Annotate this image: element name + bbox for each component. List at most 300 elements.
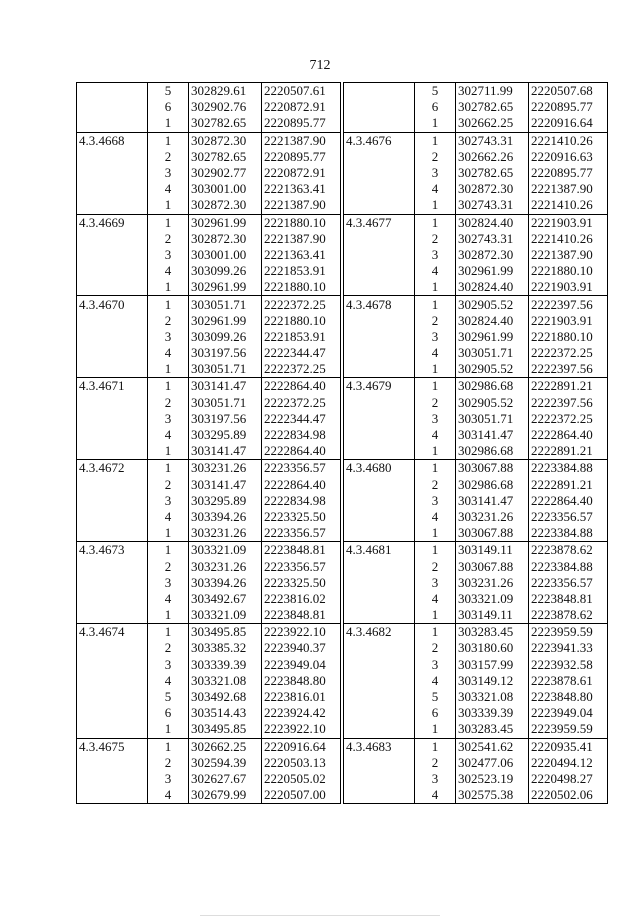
y-coordinate-cell: 2223356.57 <box>529 575 608 591</box>
table-row <box>344 427 608 443</box>
point-number-cell: 1 <box>148 460 189 477</box>
x-coordinate-cell: 302575.38 <box>456 787 529 804</box>
y-coordinate-cell: 2221853.91 <box>262 329 341 345</box>
point-number-cell: 1 <box>415 361 456 378</box>
table-row <box>77 395 341 411</box>
parcel-id-cell <box>77 279 148 296</box>
table-row <box>77 296 341 313</box>
y-coordinate-cell: 2223932.58 <box>529 657 608 673</box>
table-row <box>344 607 608 624</box>
y-coordinate-cell: 2223940.37 <box>262 640 341 656</box>
parcel-id-cell <box>77 329 148 345</box>
parcel-id-cell <box>344 705 415 721</box>
parcel-id-cell: 4.3.4668 <box>77 132 148 149</box>
parcel-id-cell <box>344 313 415 329</box>
x-coordinate-cell: 302961.99 <box>189 214 262 231</box>
point-number-cell: 3 <box>415 575 456 591</box>
table-row <box>344 591 608 607</box>
table-row <box>77 427 341 443</box>
parcel-id-cell <box>77 509 148 525</box>
point-number-cell: 4 <box>415 181 456 197</box>
point-number-cell: 1 <box>415 378 456 395</box>
parcel-id-cell <box>344 509 415 525</box>
y-coordinate-cell: 2220503.13 <box>262 755 341 771</box>
y-coordinate-cell: 2223959.59 <box>529 721 608 738</box>
x-coordinate-cell: 302782.65 <box>456 99 529 115</box>
parcel-id-cell <box>77 575 148 591</box>
x-coordinate-cell: 302961.99 <box>189 313 262 329</box>
point-number-cell: 1 <box>148 279 189 296</box>
parcel-id-cell: 4.3.4677 <box>344 214 415 231</box>
point-number-cell: 1 <box>415 460 456 477</box>
x-coordinate-cell: 303180.60 <box>456 640 529 656</box>
point-number-cell: 1 <box>415 525 456 542</box>
point-number-cell: 3 <box>415 247 456 263</box>
parcel-id-cell: 4.3.4680 <box>344 460 415 477</box>
x-coordinate-cell: 303231.26 <box>456 509 529 525</box>
table-row <box>344 247 608 263</box>
y-coordinate-cell: 2223356.57 <box>262 558 341 574</box>
x-coordinate-cell: 303141.47 <box>456 427 529 443</box>
y-coordinate-cell: 2220895.77 <box>529 165 608 181</box>
table-row <box>344 345 608 361</box>
x-coordinate-cell: 302902.77 <box>189 165 262 181</box>
y-coordinate-cell: 2223878.61 <box>529 673 608 689</box>
point-number-cell: 4 <box>415 673 456 689</box>
y-coordinate-cell: 2223959.59 <box>529 624 608 641</box>
x-coordinate-cell: 303514.43 <box>189 705 262 721</box>
parcel-id-cell <box>344 99 415 115</box>
x-coordinate-cell: 303495.85 <box>189 721 262 738</box>
parcel-id-cell <box>77 591 148 607</box>
point-number-cell: 2 <box>148 477 189 493</box>
point-number-cell: 4 <box>148 263 189 279</box>
parcel-id-cell <box>344 345 415 361</box>
x-coordinate-cell: 303492.68 <box>189 689 262 705</box>
y-coordinate-cell: 2223848.81 <box>262 607 341 624</box>
parcel-id-cell <box>77 689 148 705</box>
x-coordinate-cell: 302872.30 <box>189 132 262 149</box>
point-number-cell: 1 <box>415 279 456 296</box>
parcel-id-cell <box>344 395 415 411</box>
table-row <box>77 705 341 721</box>
x-coordinate-cell: 302986.68 <box>456 378 529 395</box>
table-row <box>344 787 608 804</box>
y-coordinate-cell: 2223941.33 <box>529 640 608 656</box>
parcel-id-cell <box>77 345 148 361</box>
x-coordinate-cell: 303051.71 <box>456 345 529 361</box>
point-number-cell: 3 <box>415 657 456 673</box>
x-coordinate-cell: 303051.71 <box>189 395 262 411</box>
parcel-id-cell <box>77 83 148 100</box>
table-row <box>344 771 608 787</box>
table-row <box>77 197 341 214</box>
y-coordinate-cell: 2222372.25 <box>529 411 608 427</box>
point-number-cell: 1 <box>148 607 189 624</box>
y-coordinate-cell: 2220505.02 <box>262 771 341 787</box>
table-row <box>77 607 341 624</box>
table-row <box>77 721 341 738</box>
y-coordinate-cell: 2223384.88 <box>529 558 608 574</box>
point-number-cell: 1 <box>415 214 456 231</box>
x-coordinate-cell: 303001.00 <box>189 181 262 197</box>
parcel-id-cell <box>344 640 415 656</box>
point-number-cell: 1 <box>148 361 189 378</box>
parcel-id-cell <box>344 329 415 345</box>
table-row <box>77 165 341 181</box>
y-coordinate-cell: 2223848.80 <box>262 673 341 689</box>
parcel-id-cell: 4.3.4682 <box>344 624 415 641</box>
parcel-id-cell <box>77 247 148 263</box>
y-coordinate-cell: 2220507.61 <box>262 83 341 100</box>
table-row <box>344 673 608 689</box>
x-coordinate-cell: 302477.06 <box>456 755 529 771</box>
point-number-cell: 2 <box>148 640 189 656</box>
y-coordinate-cell: 2221387.90 <box>262 197 341 214</box>
y-coordinate-cell: 2221363.41 <box>262 247 341 263</box>
table-row <box>77 181 341 197</box>
parcel-id-cell <box>344 165 415 181</box>
table-row <box>77 657 341 673</box>
y-coordinate-cell: 2221410.26 <box>529 132 608 149</box>
table-row <box>344 411 608 427</box>
point-number-cell: 4 <box>148 427 189 443</box>
parcel-id-cell <box>344 575 415 591</box>
table-row <box>344 132 608 149</box>
y-coordinate-cell: 2220872.91 <box>262 99 341 115</box>
table-row <box>344 197 608 214</box>
table-row <box>77 525 341 542</box>
table-row <box>77 575 341 591</box>
x-coordinate-cell: 302711.99 <box>456 83 529 100</box>
table-row <box>344 689 608 705</box>
x-coordinate-cell: 303394.26 <box>189 509 262 525</box>
point-number-cell: 2 <box>148 558 189 574</box>
parcel-id-cell: 4.3.4672 <box>77 460 148 477</box>
table-row <box>344 493 608 509</box>
point-number-cell: 1 <box>415 132 456 149</box>
point-number-cell: 2 <box>148 755 189 771</box>
y-coordinate-cell: 2221880.10 <box>262 313 341 329</box>
parcel-id-cell: 4.3.4669 <box>77 214 148 231</box>
parcel-id-cell <box>77 558 148 574</box>
point-number-cell: 6 <box>415 705 456 721</box>
table-row <box>344 115 608 132</box>
y-coordinate-cell: 2223384.88 <box>529 460 608 477</box>
y-coordinate-cell: 2223356.57 <box>262 460 341 477</box>
parcel-id-cell <box>344 411 415 427</box>
point-number-cell: 1 <box>415 721 456 738</box>
table-row <box>77 83 341 100</box>
table-row <box>344 181 608 197</box>
point-number-cell: 1 <box>148 443 189 460</box>
y-coordinate-cell: 2223325.50 <box>262 509 341 525</box>
parcel-id-cell <box>77 607 148 624</box>
point-number-cell: 4 <box>148 181 189 197</box>
point-number-cell: 4 <box>148 787 189 804</box>
y-coordinate-cell: 2223325.50 <box>262 575 341 591</box>
x-coordinate-cell: 302872.30 <box>189 197 262 214</box>
point-number-cell: 3 <box>148 165 189 181</box>
x-coordinate-cell: 302905.52 <box>456 296 529 313</box>
parcel-id-cell <box>77 411 148 427</box>
parcel-id-cell <box>77 443 148 460</box>
y-coordinate-cell: 2221853.91 <box>262 263 341 279</box>
y-coordinate-cell: 2221880.10 <box>262 214 341 231</box>
point-number-cell: 1 <box>148 721 189 738</box>
point-number-cell: 1 <box>148 132 189 149</box>
y-coordinate-cell: 2220502.06 <box>529 787 608 804</box>
x-coordinate-cell: 303099.26 <box>189 263 262 279</box>
y-coordinate-cell: 2222344.47 <box>262 411 341 427</box>
y-coordinate-cell: 2220935.41 <box>529 738 608 755</box>
x-coordinate-cell: 303141.47 <box>189 477 262 493</box>
x-coordinate-cell: 303492.67 <box>189 591 262 607</box>
point-number-cell: 4 <box>415 427 456 443</box>
point-number-cell: 2 <box>415 640 456 656</box>
point-number-cell: 4 <box>415 263 456 279</box>
y-coordinate-cell: 2223949.04 <box>262 657 341 673</box>
point-number-cell: 2 <box>415 558 456 574</box>
table-row <box>344 542 608 559</box>
parcel-id-cell <box>77 263 148 279</box>
x-coordinate-cell: 303295.89 <box>189 493 262 509</box>
parcel-id-cell: 4.3.4671 <box>77 378 148 395</box>
x-coordinate-cell: 302662.26 <box>456 149 529 165</box>
x-coordinate-cell: 302782.65 <box>189 115 262 132</box>
y-coordinate-cell: 2223922.10 <box>262 624 341 641</box>
point-number-cell: 3 <box>415 411 456 427</box>
point-number-cell: 3 <box>148 247 189 263</box>
x-coordinate-cell: 302986.68 <box>456 443 529 460</box>
table-row <box>344 721 608 738</box>
parcel-id-cell <box>77 115 148 132</box>
x-coordinate-cell: 303001.00 <box>189 247 262 263</box>
x-coordinate-cell: 302829.61 <box>189 83 262 100</box>
table-row <box>344 296 608 313</box>
x-coordinate-cell: 302824.40 <box>456 279 529 296</box>
table-row <box>77 247 341 263</box>
y-coordinate-cell: 2223848.81 <box>529 591 608 607</box>
x-coordinate-cell: 303394.26 <box>189 575 262 591</box>
point-number-cell: 2 <box>415 231 456 247</box>
x-coordinate-cell: 302961.99 <box>456 263 529 279</box>
x-coordinate-cell: 303231.26 <box>189 460 262 477</box>
point-number-cell: 4 <box>148 345 189 361</box>
y-coordinate-cell: 2223848.80 <box>529 689 608 705</box>
x-coordinate-cell: 303067.88 <box>456 525 529 542</box>
y-coordinate-cell: 2221363.41 <box>262 181 341 197</box>
point-number-cell: 3 <box>148 411 189 427</box>
table-row <box>344 575 608 591</box>
table-row <box>344 525 608 542</box>
x-coordinate-cell: 303149.11 <box>456 607 529 624</box>
x-coordinate-cell: 303067.88 <box>456 558 529 574</box>
y-coordinate-cell: 2223922.10 <box>262 721 341 738</box>
table-row <box>77 263 341 279</box>
x-coordinate-cell: 302743.31 <box>456 132 529 149</box>
coordinate-table-left <box>76 82 341 804</box>
point-number-cell: 2 <box>415 477 456 493</box>
parcel-id-cell <box>344 197 415 214</box>
x-coordinate-cell: 303051.71 <box>456 411 529 427</box>
table-row <box>77 132 341 149</box>
parcel-id-cell <box>344 657 415 673</box>
table-row <box>344 231 608 247</box>
parcel-id-cell <box>344 149 415 165</box>
parcel-id-cell <box>344 279 415 296</box>
y-coordinate-cell: 2220895.77 <box>262 149 341 165</box>
x-coordinate-cell: 303149.11 <box>456 542 529 559</box>
x-coordinate-cell: 303321.09 <box>189 607 262 624</box>
y-coordinate-cell: 2223878.62 <box>529 607 608 624</box>
table-row <box>77 509 341 525</box>
point-number-cell: 1 <box>148 296 189 313</box>
x-coordinate-cell: 302627.67 <box>189 771 262 787</box>
table-row <box>344 755 608 771</box>
table-row <box>344 279 608 296</box>
point-number-cell: 1 <box>148 378 189 395</box>
point-number-cell: 1 <box>415 542 456 559</box>
x-coordinate-cell: 302782.65 <box>189 149 262 165</box>
table-row <box>344 624 608 641</box>
point-number-cell: 3 <box>148 329 189 345</box>
y-coordinate-cell: 2222372.25 <box>262 395 341 411</box>
point-number-cell: 1 <box>415 296 456 313</box>
parcel-id-cell <box>77 395 148 411</box>
parcel-id-cell: 4.3.4673 <box>77 542 148 559</box>
x-coordinate-cell: 302662.25 <box>456 115 529 132</box>
point-number-cell: 5 <box>415 83 456 100</box>
parcel-id-cell: 4.3.4679 <box>344 378 415 395</box>
table-row <box>77 361 341 378</box>
y-coordinate-cell: 2222864.40 <box>262 477 341 493</box>
point-number-cell: 2 <box>148 395 189 411</box>
point-number-cell: 5 <box>148 83 189 100</box>
y-coordinate-cell: 2223356.57 <box>529 509 608 525</box>
y-coordinate-cell: 2223848.81 <box>262 542 341 559</box>
y-coordinate-cell: 2220872.91 <box>262 165 341 181</box>
table-row <box>77 493 341 509</box>
table-row <box>77 115 341 132</box>
y-coordinate-cell: 2222372.25 <box>262 361 341 378</box>
y-coordinate-cell: 2223816.02 <box>262 591 341 607</box>
table-row <box>77 214 341 231</box>
x-coordinate-cell: 303385.32 <box>189 640 262 656</box>
table-row <box>77 345 341 361</box>
y-coordinate-cell: 2222864.40 <box>529 427 608 443</box>
parcel-id-cell <box>344 247 415 263</box>
x-coordinate-cell: 302905.52 <box>456 395 529 411</box>
y-coordinate-cell: 2222864.40 <box>529 493 608 509</box>
parcel-id-cell: 4.3.4675 <box>77 738 148 755</box>
point-number-cell: 1 <box>148 115 189 132</box>
point-number-cell: 4 <box>148 509 189 525</box>
parcel-id-cell <box>344 721 415 738</box>
table-row <box>77 640 341 656</box>
x-coordinate-cell: 303283.45 <box>456 721 529 738</box>
x-coordinate-cell: 302541.62 <box>456 738 529 755</box>
table-row <box>344 738 608 755</box>
point-number-cell: 1 <box>415 115 456 132</box>
point-number-cell: 2 <box>148 313 189 329</box>
y-coordinate-cell: 2222372.25 <box>529 345 608 361</box>
table-row <box>344 329 608 345</box>
table-row <box>77 279 341 296</box>
parcel-id-cell: 4.3.4681 <box>344 542 415 559</box>
x-coordinate-cell: 302679.99 <box>189 787 262 804</box>
parcel-id-cell <box>77 673 148 689</box>
parcel-id-cell: 4.3.4678 <box>344 296 415 313</box>
y-coordinate-cell: 2222864.40 <box>262 443 341 460</box>
x-coordinate-cell: 303321.09 <box>189 542 262 559</box>
parcel-id-cell <box>344 558 415 574</box>
parcel-id-cell <box>77 149 148 165</box>
table-row <box>77 771 341 787</box>
parcel-id-cell <box>77 361 148 378</box>
table-row <box>77 738 341 755</box>
x-coordinate-cell: 303149.12 <box>456 673 529 689</box>
point-number-cell: 1 <box>148 525 189 542</box>
parcel-id-cell <box>344 787 415 804</box>
parcel-id-cell <box>77 771 148 787</box>
table-row <box>344 361 608 378</box>
table-row <box>344 149 608 165</box>
point-number-cell: 2 <box>415 755 456 771</box>
y-coordinate-cell: 2223384.88 <box>529 525 608 542</box>
parcel-id-cell <box>344 525 415 542</box>
point-number-cell: 5 <box>415 689 456 705</box>
parcel-id-cell <box>344 443 415 460</box>
point-number-cell: 1 <box>415 607 456 624</box>
y-coordinate-cell: 2222397.56 <box>529 395 608 411</box>
y-coordinate-cell: 2222834.98 <box>262 427 341 443</box>
x-coordinate-cell: 302905.52 <box>456 361 529 378</box>
parcel-id-cell <box>344 361 415 378</box>
point-number-cell: 1 <box>148 542 189 559</box>
x-coordinate-cell: 303141.47 <box>189 443 262 460</box>
point-number-cell: 1 <box>415 624 456 641</box>
x-coordinate-cell: 302872.30 <box>456 181 529 197</box>
table-row <box>77 755 341 771</box>
table-row <box>344 657 608 673</box>
point-number-cell: 2 <box>148 231 189 247</box>
parcel-id-cell <box>77 99 148 115</box>
point-number-cell: 4 <box>148 673 189 689</box>
point-number-cell: 6 <box>148 705 189 721</box>
table-row <box>344 313 608 329</box>
y-coordinate-cell: 2223878.62 <box>529 542 608 559</box>
y-coordinate-cell: 2223356.57 <box>262 525 341 542</box>
x-coordinate-cell: 303339.39 <box>189 657 262 673</box>
y-coordinate-cell: 2221387.90 <box>529 181 608 197</box>
parcel-id-cell <box>77 705 148 721</box>
table-row <box>344 558 608 574</box>
parcel-id-cell: 4.3.4670 <box>77 296 148 313</box>
x-coordinate-cell: 302662.25 <box>189 738 262 755</box>
y-coordinate-cell: 2221880.10 <box>262 279 341 296</box>
table-row <box>77 689 341 705</box>
parcel-id-cell <box>344 427 415 443</box>
table-row <box>344 263 608 279</box>
point-number-cell: 1 <box>148 738 189 755</box>
coordinate-table-right <box>343 82 608 804</box>
parcel-id-cell: 4.3.4683 <box>344 738 415 755</box>
point-number-cell: 2 <box>415 395 456 411</box>
point-number-cell: 3 <box>415 165 456 181</box>
parcel-id-cell <box>77 477 148 493</box>
parcel-id-cell <box>344 181 415 197</box>
